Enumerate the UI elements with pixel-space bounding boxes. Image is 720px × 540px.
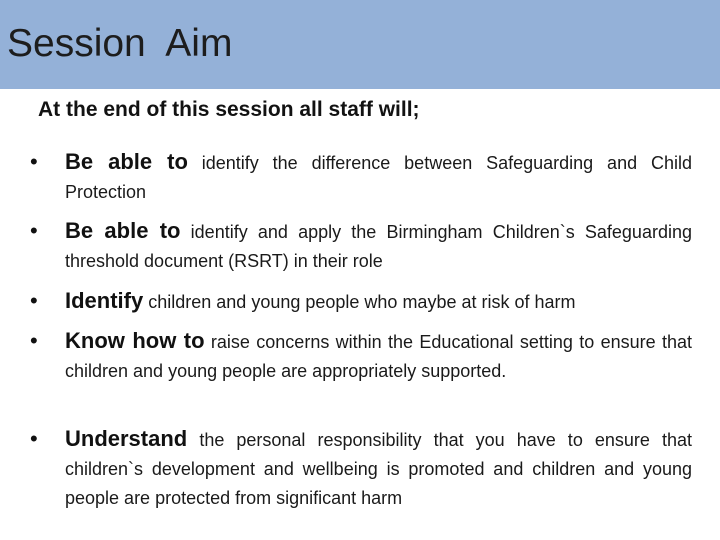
bullet-body: identify the difference between Safeguarding and Child Protection xyxy=(65,153,692,202)
bullet-body: the personal responsibility that you have to ensure that children`s development and wellbeing is promoted and children and young people are protected from significant harm xyxy=(65,430,692,508)
intro-text: At the end of this session all staff will; xyxy=(38,98,420,121)
bullet-lead: Be able to xyxy=(65,149,188,174)
bullet-body: identify and apply the Birmingham Children`s Safeguarding threshold document (RSRT) in their role xyxy=(65,222,692,271)
bullet-lead: Know how to xyxy=(65,328,205,353)
bullet-dot-icon: • xyxy=(30,328,38,353)
bullet-lead: Identify xyxy=(65,288,144,313)
bullet-dot-icon: • xyxy=(30,426,38,451)
bullet-body: children and young people who maybe at risk of harm xyxy=(148,292,576,312)
bullet-dot-icon: • xyxy=(30,218,38,243)
bullet-lead: Understand xyxy=(65,426,188,451)
bullet-dot-icon: • xyxy=(30,288,38,313)
bullet-dot-icon: • xyxy=(30,149,38,174)
bullet-body: raise concerns within the Educational setting to ensure that children and young people are appropriately supported. xyxy=(65,332,692,381)
slide-title: Session Aim xyxy=(7,22,233,65)
bullet-lead: Be able to xyxy=(65,218,181,243)
